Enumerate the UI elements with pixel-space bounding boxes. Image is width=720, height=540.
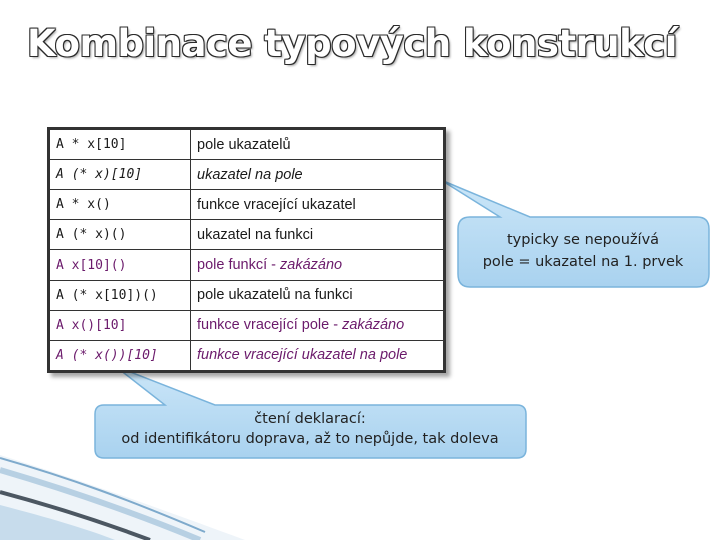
declaration-code: A x[10]() — [49, 250, 191, 280]
declaration-description: ukazatel na funkci — [191, 220, 445, 250]
declaration-code: A (* x())[10] — [49, 340, 191, 371]
declaration-code: A (* x)() — [49, 220, 191, 250]
declaration-description: ukazatel na pole — [191, 160, 445, 190]
declaration-description: funkce vracející ukazatel na pole — [191, 340, 445, 371]
description-text: funkce vracející pole - — [197, 317, 343, 334]
forbidden-label: zakázáno — [280, 257, 343, 273]
declaration-description: funkce vracející ukazatel — [191, 190, 445, 220]
slide-title: Kombinace typových konstrukcí — [27, 22, 677, 65]
declaration-code: A * x[10] — [49, 129, 191, 160]
callout-line: čtení deklarací: — [254, 411, 366, 427]
callout-line: typicky se nepoužívá — [506, 232, 660, 248]
declaration-description: pole ukazatelů na funkci — [191, 280, 445, 310]
callout-line: od identifikátoru doprava, až to nepůjde, tak doleva — [121, 431, 499, 447]
declaration-code: A * x() — [49, 190, 191, 220]
description-text: pole funkcí - — [197, 257, 281, 273]
declaration-description: pole ukazatelů — [191, 129, 445, 160]
callout-line: pole = ukazatel na 1. prvek — [482, 254, 684, 270]
declaration-code: A (* x)[10] — [49, 160, 191, 190]
declaration-code: A (* x[10])() — [49, 280, 191, 310]
declaration-code: A x()[10] — [49, 310, 191, 340]
forbidden-label: zakázáno — [342, 317, 405, 334]
